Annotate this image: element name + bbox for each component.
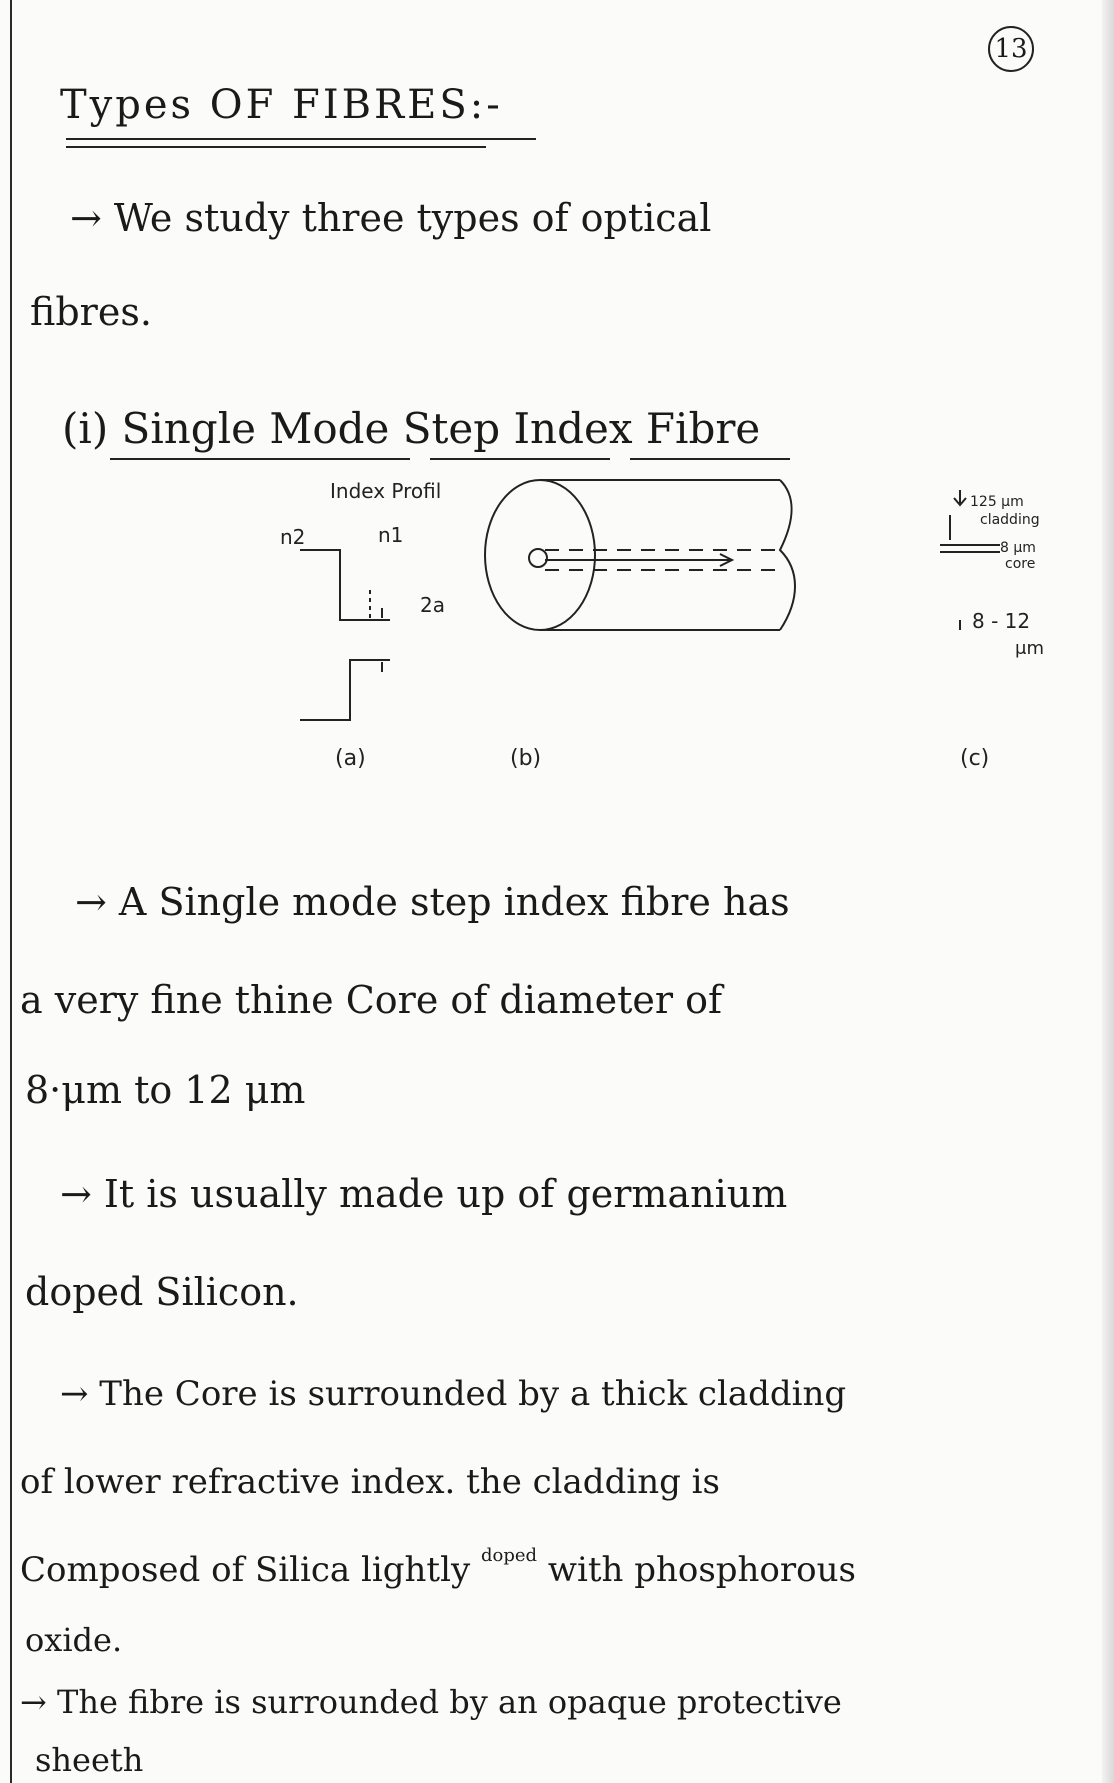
- page-title: Types OF FIBRES:-: [60, 82, 503, 128]
- paragraph-3-line-3-start: Composed of Silica lightly: [20, 1550, 471, 1590]
- label-c: (c): [960, 746, 990, 771]
- title-underline: [66, 138, 536, 140]
- 2a-label: 2a: [420, 593, 445, 617]
- paragraph-3-line-3: [20, 1545, 856, 1598]
- margin-line: [10, 0, 12, 1783]
- heading-underline-2: [430, 458, 610, 460]
- title-underline-2: [66, 146, 486, 148]
- n1-label: n1: [378, 523, 404, 547]
- cladding-label: cladding: [980, 512, 1040, 528]
- core-dimension: 8 μm: [1000, 540, 1036, 556]
- paragraph-3-line-4: oxide.: [25, 1621, 123, 1659]
- core-unit: μm: [1015, 638, 1044, 659]
- fibre-cylinder: [485, 480, 795, 630]
- cladding-dimension: 125 μm: [970, 494, 1024, 510]
- page-number: 13: [988, 26, 1034, 72]
- paragraph-3-line-3-end: with phosphorous: [547, 1550, 856, 1590]
- paragraph-4-line-2: sheeth: [35, 1741, 144, 1779]
- paragraph-1-line-3: 8·μm to 12 μm: [25, 1068, 306, 1112]
- n2-label: n2: [280, 525, 306, 549]
- paragraph-2-line-1: → It is usually made up of germanium: [60, 1172, 788, 1216]
- core-range: 8 - 12: [972, 609, 1031, 633]
- intro-line-1: → We study three types of optical: [70, 196, 712, 240]
- index-profile-diagram: [300, 550, 390, 720]
- page-edge: [1102, 0, 1114, 1783]
- intro-line-2: fibres.: [30, 290, 152, 334]
- label-a: (a): [335, 746, 366, 771]
- paragraph-1-line-2: a very fine thine Core of diameter of: [20, 978, 723, 1022]
- heading-underline-1: [110, 458, 410, 460]
- index-profile-label: Index Profil: [330, 479, 442, 503]
- core-label: core: [1005, 556, 1036, 572]
- heading-underline-3: [630, 458, 790, 460]
- section-heading: (i) Single Mode Step Index Fibre: [62, 404, 761, 453]
- fibre-figure: [280, 479, 1090, 820]
- paragraph-1-line-1: → A Single mode step index fibre has: [75, 880, 790, 924]
- paragraph-2-line-2: doped Silicon.: [25, 1270, 299, 1314]
- paragraph-3-line-1: → The Core is surrounded by a thick cladding: [60, 1374, 847, 1414]
- label-b: (b): [510, 746, 542, 771]
- paragraph-4-line-1: → The fibre is surrounded by an opaque protective: [20, 1683, 842, 1721]
- paragraph-3-line-2: of lower refractive index. the cladding is: [20, 1462, 721, 1502]
- doped-insertion: doped: [480, 1545, 538, 1566]
